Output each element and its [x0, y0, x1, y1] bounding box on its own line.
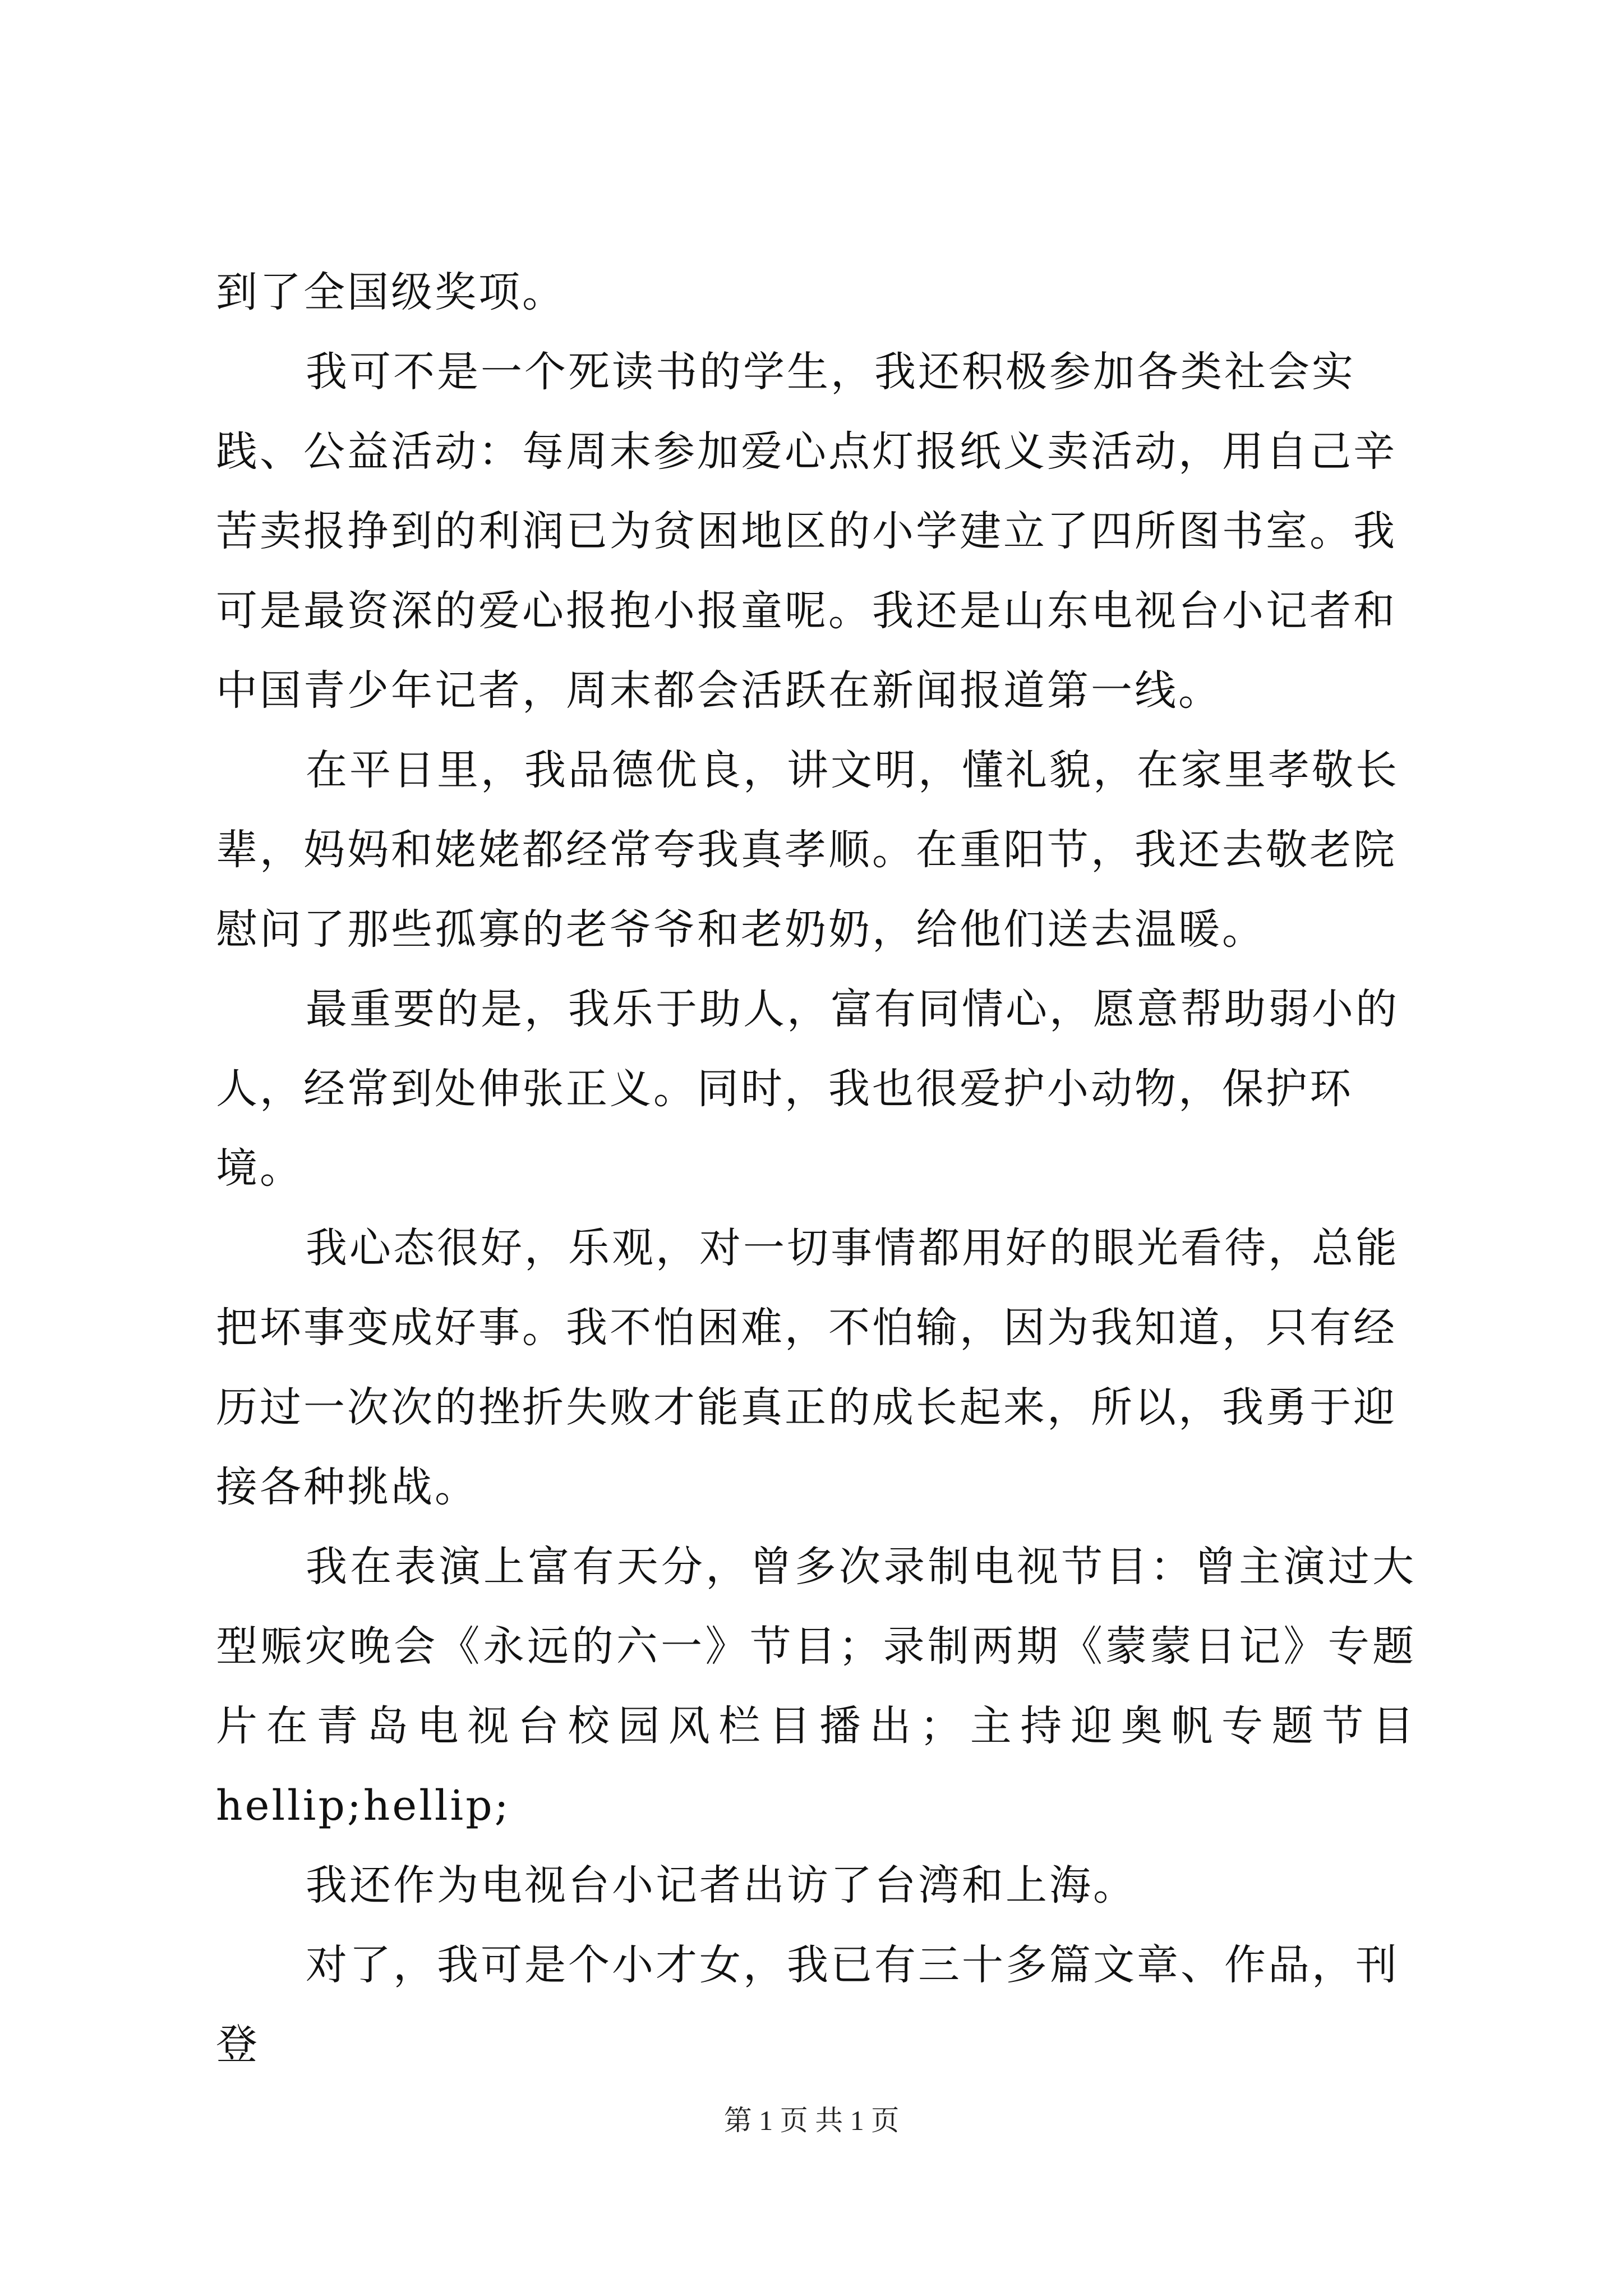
paragraph-award-continuation: 到了全国级奖项。	[216, 268, 566, 316]
paragraph-character: 在平日里，我品德优良，讲文明，懂礼貌，在家里孝敬长辈，妈妈和姥姥都经常夸我真孝顺。在重阳节，我还去敬老院慰问了那些孤寡的老爷爷和老奶奶，给他们送去温暖。	[216, 746, 1399, 954]
paragraph-reporter-visit: 我还作为电视台小记者出访了台湾和上海。	[306, 1861, 1137, 1910]
paragraph-attitude: 我心态很好，乐观，对一切事情都用好的眼光看待，总能把坏事变成好事。我不怕困难，不怕输，因为我知道，只有经历过一次次的挫折失败才能真正的成长起来，所以，我勇于迎接各种挑战。	[216, 1224, 1399, 1511]
paragraph-social-practice: 我可不是一个死读书的学生，我还积极参加各类社会实践、公益活动：每周末参加爱心点灯报纸义卖活动，用自己辛苦卖报挣到的利润已为贫困地区的小学建立了四所图书室。我可是最资深的爱心报抱小报童呢。我还是山东电视台小记者和中国青少年记者，周末都会活跃在新闻报道第一线。	[216, 348, 1397, 715]
document-body	[216, 252, 1416, 2085]
page-number-footer: 第 1 页 共 1 页	[723, 2105, 900, 2136]
paragraph-helping-others: 最重要的是，我乐于助人，富有同情心，愿意帮助弱小的人，经常到处伸张正义。同时，我也很爱护小动物，保护环境。	[216, 985, 1399, 1193]
paragraph-ellipsis: hellip;hellip;	[216, 1782, 511, 1830]
paragraph-performance: 我在表演上富有天分，曾多次录制电视节目：曾主演过大型赈灾晚会《永远的六一》节目；录制两期《蒙蒙日记》专题片在青岛电视台校园风栏目播出；主持迎奥帆专题节目	[216, 1543, 1416, 1750]
paragraph-publications: 对了，我可是个小才女，我已有三十多篇文章、作品，刊登	[216, 1941, 1399, 2069]
